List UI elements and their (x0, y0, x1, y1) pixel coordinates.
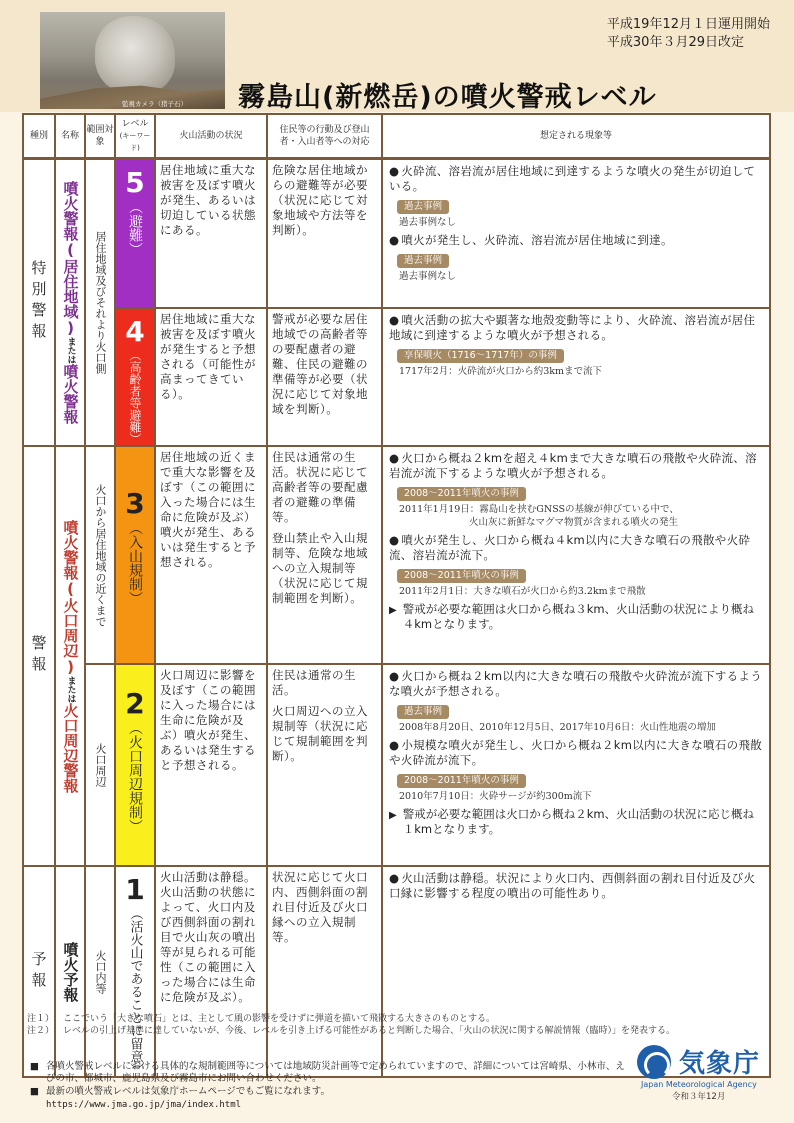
agency-english-name: Japan Meteorological Agency (641, 1080, 757, 1089)
info-item: ■ 各噴火警戒レベルにおける具体的な規制範囲等については地域防災計画等で定められていますので、詳細については宮崎県、小林市、えびの市、都城市、鹿児島県及び霧島市にお問い合わせください。 (30, 1061, 625, 1084)
level-5-phenomena: ● 火砕流、溶岩流が居住地域に到達するような噴火の発生が切迫している。 過去事例 過去事例なし ● 噴火が発生し、火砕流、溶岩流が居住地域に到達。 過去事例 過去事例なし (382, 158, 770, 308)
level-2-action: 住民は通常の生活。 火口周辺への立入規制等（状況に応じて規制範囲を判断）。 (267, 664, 382, 866)
level-4-phenomena: ● 噴火活動の拡大や顕著な地殻変動等により、火砕流、溶岩流が居住地域に到達するような噴火が予想される。 享保噴火（1716～1717年）の事例 1717年2月：火砕流が火口から約3kmまで流下 (382, 308, 770, 446)
revised-date: 平成30年３月29日改定 (606, 35, 744, 50)
level-5-action: 危険な居住地域からの避難等が必要（状況に応じて対象地域や方法等を判断）。 (267, 158, 382, 308)
issued-date: 平成19年12月１日運用開始 (606, 17, 770, 32)
footnote: 注１） ここでいう「大きな噴石」とは、主として風の影響を受けずに弾道を描いて飛散する大きさのものとする。 (27, 1014, 496, 1024)
header-name: 名称 (55, 114, 85, 158)
name-special: 噴火警報(居住地域)または噴火警報 (55, 158, 85, 446)
table-row (23, 446, 770, 664)
level-5-activity: 居住地域に重大な被害を及ぼす噴火が発生、あるいは切迫している状態にある。 (155, 158, 267, 308)
header-scope: 範囲対象 (85, 114, 115, 158)
table-row (23, 158, 770, 308)
jma-url-link[interactable]: https://www.jma.go.jp/jma/index.html (46, 1100, 242, 1110)
category-warning: 警報 (23, 446, 55, 866)
level-1-action: 状況に応じて火口内、西側斜面の割れ目付近及び火口縁への立入規制等。 (267, 866, 382, 1077)
level-4-cell: 4 （高齢者等避難） (115, 308, 155, 446)
info-item: ■ 最新の噴火警戒レベルは気象庁ホームページでもご覧になれます。 (30, 1086, 331, 1097)
level-3-phenomena: ● 火口から概ね２kmを超え４kmまで大きな噴石の飛散や火砕流、溶岩流が流下するような噴火が予想される。 2008～2011年噴火の事例 2011年1月19日：霧島山を挟むGNSSの基線が伸びている中で、 火山灰に新鮮なマグマ物質が含まれる噴火の発生 ● 噴火が発生し、火口から概ね４km以内に大きな噴石の飛散や火砕流、溶岩流が流下。 2008～2011年噴火の事例 2011年2月1日：大きな噴石が火口から約3.2kmまで飛散 ▶ 警戒が必要な範囲は火口から概ね３km、火山活動の状況により概ね４kmとなります。 (382, 446, 770, 664)
header-action: 住民等の行動及び登山者・入山者等への対応 (267, 114, 382, 158)
agency-name: 気象庁 (679, 1049, 761, 1079)
header-level: レベル (キーワード) (115, 114, 155, 158)
level-4-action: 警戒が必要な居住地域での高齢者等の要配慮者の避難、住民の避難の準備等が必要（状況に応じて対象地域を判断）。 (267, 308, 382, 446)
level-2-activity: 火口周辺に影響を及ぼす（この範囲に入った場合には生命に危険が及ぶ）噴火が発生、あるいは発生すると予想される。 (155, 664, 267, 866)
table-row (23, 664, 770, 866)
volcano-photo (40, 12, 225, 109)
category-forecast: 予報 (23, 866, 55, 1077)
level-2-phenomena: ● 火口から概ね２km以内に大きな噴石の飛散や火砕流が流下するような噴火が予想される。 過去事例 2008年8月20日、2010年12月5日、2017年10月6日：火山性地震の増加 ● 小規模な噴火が発生し、火口から概ね２km以内に大きな噴石の飛散や火砕流が流下。 2008～2011年噴火の事例 2010年7月10日：火砕サージが約300m流下 ▶ 警戒が必要な範囲は火口から概ね２km、火山活動の状況に応じ概ね１kmとなります。 (382, 664, 770, 866)
page-title: 霧島山(新燃岳)の噴火警戒レベル (238, 82, 657, 113)
footnotes (27, 1013, 747, 1037)
header-activity: 火山活動の状況 (155, 114, 267, 158)
header-category: 種別 (23, 114, 55, 158)
level-1-phenomena: ● 火山活動は静穏。状況により火口内、西側斜面の割れ目付近及び火口縁に影響する程度の噴出の可能性あり。 (382, 866, 770, 1077)
category-special: 特別警報 (23, 158, 55, 446)
info-section (30, 1061, 625, 1111)
level-3-action: 住民は通常の生活。状況に応じて高齢者等の要配慮者の避難の準備等。 登山禁止や入山規制等、危険な地域への立入規制等（状況に応じて規制範囲を判断）。 (267, 446, 382, 664)
level-3-cell: 3 （入山規制） (115, 446, 155, 664)
level-2-cell: 2 （火口周辺規制） (115, 664, 155, 866)
scope-level-3: 火口から居住地域の近くまで (85, 446, 115, 664)
name-warning: 噴火警報(火口周辺)または火口周辺警報 (55, 446, 85, 866)
alert-level-table (22, 113, 771, 1078)
level-1-cell: 1 （活火山であることに留意） (115, 866, 155, 1077)
level-4-activity: 居住地域に重大な被害を及ぼす噴火が発生すると予想される（可能性が高まってきている）。 (155, 308, 267, 446)
photo-caption: 監視カメラ（猪子石） (122, 100, 187, 108)
jma-mark-icon (637, 1045, 671, 1079)
level-1-activity: 火山活動は静穏。火山活動の状態によって、火口内及び西側斜面の割れ目で火山灰の噴出等が見られる可能性（この範囲に入った場合には生命に危険が及ぶ）。 (155, 866, 267, 1077)
footnote: 注２） レベルの引上げ基準に達していないが、今後、レベルを引き上げる可能性があると判断した場合、「火山の状況に関する解説情報（臨時）」を発表する。 (27, 1026, 676, 1036)
table-row (23, 308, 770, 446)
name-forecast: 噴火予報 (55, 866, 85, 1077)
jma-logo (637, 1043, 767, 1091)
table-header-row (23, 114, 770, 158)
header-phenomena: 想定される現象等 (382, 114, 770, 158)
scope-level-2: 火口周辺 (85, 664, 115, 866)
level-3-activity: 居住地域の近くまで重大な影響を及ぼす（この範囲に入った場合には生命に危険が及ぶ）噴火が発生、あるいは発生すると予想される。 (155, 446, 267, 664)
level-5-cell: 5 （避難） (115, 158, 155, 308)
issue-dates (607, 16, 770, 52)
publication-date: 令和３年12月 (672, 1092, 726, 1102)
scope-forecast: 火口内等 (85, 866, 115, 1077)
scope-special: 居住地域及びそれより火口側 (85, 158, 115, 446)
